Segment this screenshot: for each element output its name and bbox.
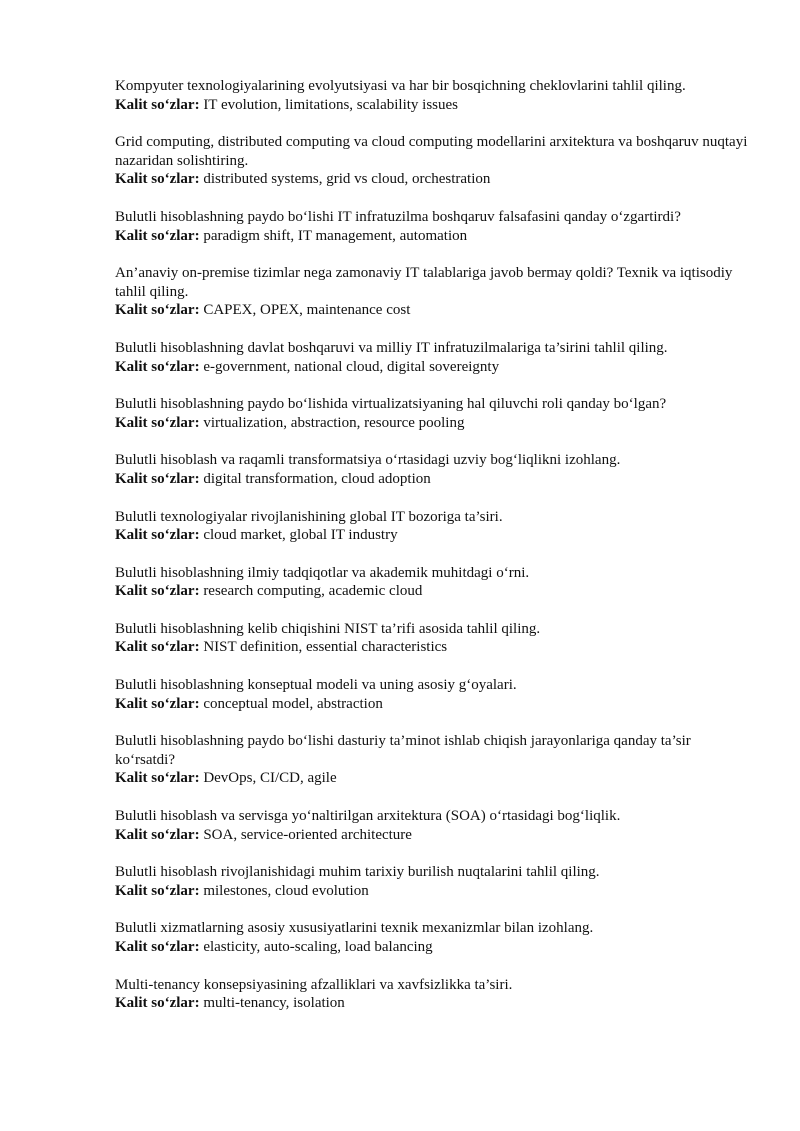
keywords-label: Kalit so‘zlar: bbox=[115, 995, 200, 1012]
keywords-label: Kalit so‘zlar: bbox=[115, 227, 200, 244]
keywords-label: Kalit so‘zlar: bbox=[115, 583, 200, 600]
keywords-line bbox=[115, 994, 750, 1013]
keywords-line bbox=[115, 526, 750, 545]
question-text: Bulutli hisoblashning paydo bo‘lishida virtualizatsiyaning hal qiluvchi roli qanday bo‘lgan? bbox=[115, 396, 667, 413]
question-item bbox=[115, 395, 750, 432]
keywords-label: Kalit so‘zlar: bbox=[115, 358, 200, 375]
keywords-label: Kalit so‘zlar: bbox=[115, 639, 200, 656]
question-item bbox=[115, 919, 750, 956]
question-item bbox=[115, 620, 750, 657]
question-item bbox=[115, 133, 750, 189]
keywords-label: Kalit so‘zlar: bbox=[115, 96, 200, 113]
question-text: Bulutli hisoblash va raqamli transformatsiya o‘rtasidagi uzviy bog‘liqlikni izohlang. bbox=[115, 452, 621, 469]
keywords-value: IT evolution, limitations, scalability issues bbox=[203, 96, 459, 113]
question-text: Grid computing, distributed computing va cloud computing modellarini arxitektura va boshqaruv nuqtayi nazaridan solishtiring. bbox=[115, 134, 748, 169]
keywords-value: multi-tenancy, isolation bbox=[203, 995, 345, 1012]
question-text: Bulutli texnologiyalar rivojlanishining global IT bozoriga ta’siri. bbox=[115, 508, 503, 525]
keywords-value: research computing, academic cloud bbox=[203, 583, 423, 600]
question-item bbox=[115, 676, 750, 713]
question-text: Bulutli xizmatlarning asosiy xususiyatlarini texnik mexanizmlar bilan izohlang. bbox=[115, 920, 594, 937]
keywords-line bbox=[115, 882, 750, 901]
question-item bbox=[115, 451, 750, 488]
keywords-value: conceptual model, abstraction bbox=[203, 695, 383, 712]
keywords-label: Kalit so‘zlar: bbox=[115, 882, 200, 899]
question-text: Bulutli hisoblashning paydo bo‘lishi dasturiy ta’minot ishlab chiqish jarayonlariga qanday ta’sir ko‘rsatdi? bbox=[115, 733, 691, 768]
keywords-value: distributed systems, grid vs cloud, orchestration bbox=[203, 171, 491, 188]
keywords-value: cloud market, global IT industry bbox=[203, 527, 398, 544]
keywords-label: Kalit so‘zlar: bbox=[115, 171, 200, 188]
question-item bbox=[115, 807, 750, 844]
question-text: Bulutli hisoblashning konseptual modeli va uning asosiy g‘oyalari. bbox=[115, 677, 517, 694]
question-text: Kompyuter texnologiyalarining evolyutsiyasi va har bir bosqichning cheklovlarini tahlil qiling. bbox=[115, 78, 686, 94]
keywords-label: Kalit so‘zlar: bbox=[115, 770, 200, 787]
keywords-label: Kalit so‘zlar: bbox=[115, 939, 200, 955]
keywords-value: milestones, cloud evolution bbox=[203, 882, 369, 899]
question-item bbox=[115, 264, 750, 320]
question-item bbox=[115, 863, 750, 900]
keywords-line bbox=[115, 582, 750, 601]
keywords-label: Kalit so‘zlar: bbox=[115, 414, 200, 431]
question-text: Bulutli hisoblashning kelib chiqishini NIST ta’rifi asosida tahlil qiling. bbox=[115, 620, 541, 637]
keywords-value: virtualization, abstraction, resource pooling bbox=[203, 414, 465, 431]
keywords-label: Kalit so‘zlar: bbox=[115, 302, 200, 319]
question-item bbox=[115, 976, 750, 1013]
keywords-line bbox=[115, 301, 750, 320]
question-text: Bulutli hisoblash va servisga yo‘naltirilgan arxitektura (SOA) o‘rtasidagi bog‘liqlik. bbox=[115, 808, 621, 825]
keywords-value: NIST definition, essential characteristics bbox=[203, 639, 448, 656]
keywords-line bbox=[115, 638, 750, 657]
question-item bbox=[115, 732, 750, 788]
question-text: Multi-tenancy konsepsiyasining afzalliklari va xavfsizlikka ta’siri. bbox=[115, 976, 513, 993]
keywords-line bbox=[115, 96, 750, 115]
keywords-value: paradigm shift, IT management, automation bbox=[203, 227, 468, 244]
question-list bbox=[115, 77, 750, 1032]
question-text: Bulutli hisoblashning ilmiy tadqiqotlar va akademik muhitdagi o‘rni. bbox=[115, 564, 530, 581]
question-item bbox=[115, 339, 750, 376]
keywords-value: SOA, service-oriented architecture bbox=[203, 826, 412, 843]
keywords-label: Kalit so‘zlar: bbox=[115, 527, 200, 544]
question-item bbox=[115, 564, 750, 601]
keywords-value: elasticity, auto-scaling, load balancing bbox=[203, 939, 433, 955]
keywords-value: e-government, national cloud, digital sovereignty bbox=[203, 358, 500, 375]
question-item bbox=[115, 77, 750, 114]
keywords-line bbox=[115, 170, 750, 189]
keywords-value: DevOps, CI/CD, agile bbox=[203, 770, 337, 787]
keywords-line bbox=[115, 826, 750, 845]
keywords-label: Kalit so‘zlar: bbox=[115, 695, 200, 712]
question-text: Bulutli hisoblash rivojlanishidagi muhim tarixiy burilish nuqtalarini tahlil qiling. bbox=[115, 864, 600, 881]
keywords-line bbox=[115, 470, 750, 489]
question-item bbox=[115, 208, 750, 245]
keywords-value: CAPEX, OPEX, maintenance cost bbox=[203, 302, 411, 319]
keywords-line bbox=[115, 695, 750, 714]
keywords-line bbox=[115, 414, 750, 433]
question-text: Bulutli hisoblashning davlat boshqaruvi va milliy IT infratuzilmalariga ta’sirini tahlil qiling. bbox=[115, 339, 668, 356]
keywords-line bbox=[115, 769, 750, 788]
keywords-line bbox=[115, 358, 750, 377]
keywords-value: digital transformation, cloud adoption bbox=[203, 470, 431, 487]
question-item bbox=[115, 508, 750, 545]
question-text: Bulutli hisoblashning paydo bo‘lishi IT infratuzilma boshqaruv falsafasini qanday o‘zgartirdi? bbox=[115, 208, 681, 225]
keywords-line bbox=[115, 938, 750, 957]
keywords-line bbox=[115, 227, 750, 246]
keywords-label: Kalit so‘zlar: bbox=[115, 826, 200, 843]
question-text: An’anaviy on-premise tizimlar nega zamonaviy IT talablariga javob bermay qoldi? Texnik va iqtisodiy tahlil qiling. bbox=[115, 265, 733, 300]
keywords-label: Kalit so‘zlar: bbox=[115, 470, 200, 487]
